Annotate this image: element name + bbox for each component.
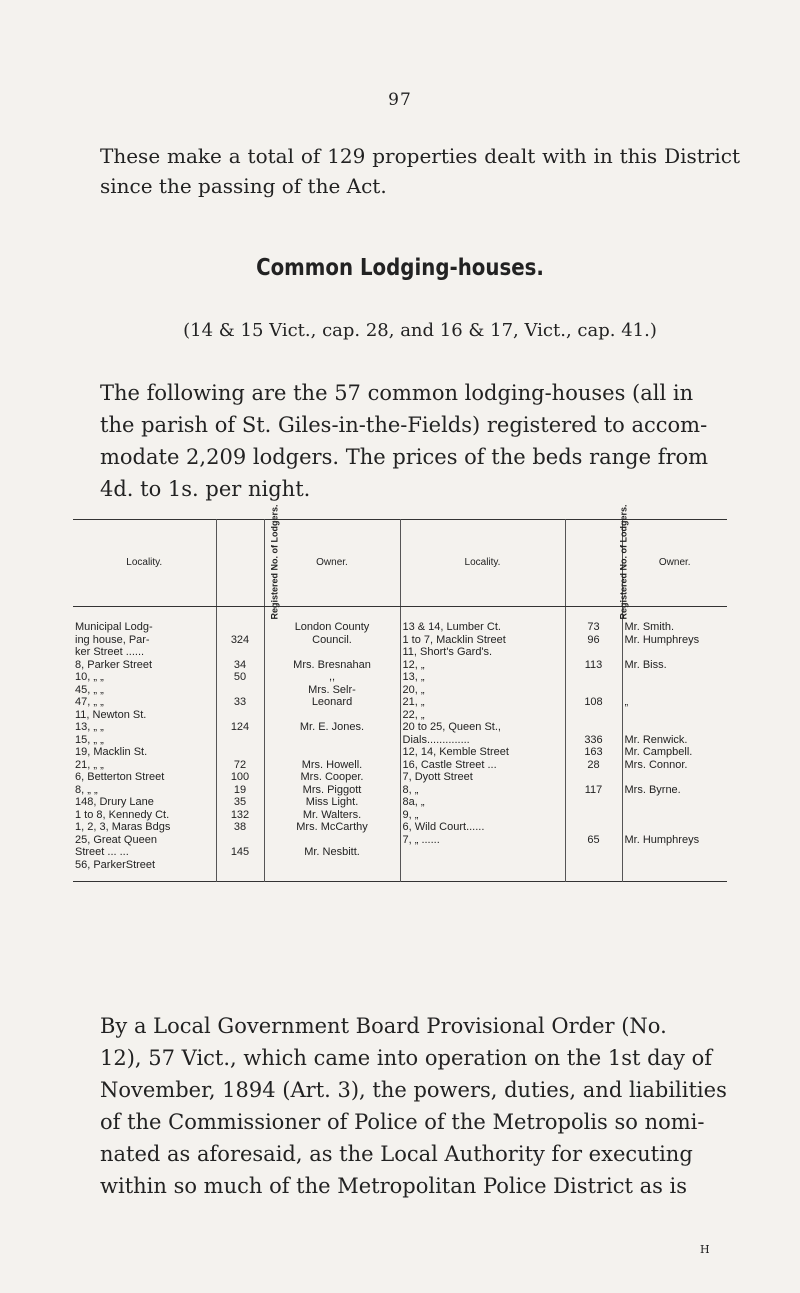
table-cell: Mr. Biss. [624,658,667,671]
table-cell: 13 & 14, Lumber Ct. [402,621,501,633]
table-cell: 19 [233,783,247,796]
locality-header-right: Locality. [400,520,565,607]
provisional-order-paragraph [100,1010,740,1202]
table-cell [625,709,726,722]
table-cell: ing house, Par- [75,633,150,646]
statute-reference: (14 & 15 Vict., cap. 28, and 16 & 17, Vict., cap. 41.) [183,320,657,341]
table-cell [625,796,726,809]
table-cell [403,859,563,872]
table-cell: Mr. Campbell. [624,746,693,758]
right-locality-column [400,607,565,882]
table-cell: Mr. Renwick. [624,733,688,746]
table-cell [219,621,262,634]
table-cell: 9, „ [402,808,419,821]
locality-header: Locality. [73,520,216,607]
table-cell: Municipal Lodg- [75,621,153,633]
table-cell: 8a, „ [402,796,425,808]
table-cell: 34 [233,658,247,671]
paragraph-line: 12), 57 Vict., which came into operation on the 1st day of [100,1046,713,1070]
table-cell [625,821,726,834]
table-cell: Leonard [311,696,353,708]
table-cell [568,796,620,809]
table-cell: 50 [233,671,247,683]
table-cell: 6, Betterton Street [75,771,165,783]
table-cell: 145 [230,846,250,858]
table-cell: 12, „ [402,658,425,671]
table-cell [625,846,726,859]
table-cell: 72 [233,758,247,771]
table-cell: 15, „ „ [75,733,104,746]
table-cell: Mr. Nesbitt. [304,846,360,858]
table-cell [219,734,262,747]
table-cell: 16, Castle Street ... [402,758,497,771]
table-cell [568,846,620,859]
right-registered-column [565,607,622,882]
section-heading: Common Lodging-houses. [256,255,544,281]
table-cell [568,859,620,872]
table-cell: 47, „ „ [75,696,104,708]
table-cell: 13, „ „ [75,721,104,733]
table-cell [267,734,398,747]
table-cell [625,646,726,659]
right-owner-column [622,607,727,882]
table-cell: Dials.............. [402,733,470,746]
registered-header: Registered No. of Lodgers. [216,520,264,607]
table-cell: 19, Macklin St. [75,746,148,758]
table-cell: Mrs. Byrne. [624,783,681,796]
table-cell [219,684,262,697]
table-cell: 336 [584,733,603,746]
paragraph-line: The following are the 57 common lodging-houses (all in [100,381,694,405]
table-cell [568,771,620,784]
table-cell: 1, 2, 3, Maras Bdgs [75,821,171,833]
table-cell: Mrs. Connor. [624,758,688,771]
table-cell [625,671,726,684]
paragraph-line: By a Local Government Board Provisional Order (No. [100,1014,667,1038]
table-cell: 11, Short's Gard's. [402,646,493,658]
table-cell: 38 [233,821,247,833]
table-cell [625,859,726,872]
table-cell [219,834,262,847]
table-cell [267,646,398,659]
owner-header-right: Owner. [622,520,727,607]
left-locality-column [73,607,216,882]
table-cell [625,809,726,822]
table-cell: Mrs. Bresnahan [293,658,371,671]
lodging-houses-table [73,504,727,882]
signature-mark: H [700,1243,710,1256]
table-cell: Mr. Walters. [302,808,362,821]
table-cell: 100 [230,771,250,783]
table-cell [568,821,620,834]
page-number: 97 [388,90,412,110]
table-cell [403,846,563,859]
table-cell [625,684,726,697]
table-cell: 7, Dyott Street [402,771,473,783]
table-cell: 113 [584,658,603,671]
paragraph-line: within so much of the Metropolitan Police District as is [100,1174,688,1198]
table-cell [625,721,726,734]
table-cell: 73 [587,621,600,633]
table-cell [219,859,262,872]
left-registered-column [216,607,264,882]
registered-header-right: Registered No. of Lodgers. [565,520,622,607]
table-cell: 124 [230,721,250,733]
paragraph-line: modate 2,209 lodgers. The prices of the beds range from [100,445,709,469]
table-cell: Mrs. Cooper. [300,771,364,783]
table-cell: ker Street ...... [75,646,145,658]
table-cell: Street ... ... [75,846,129,858]
table-cell: Mr. Humphreys [624,833,700,846]
table-cell: 22, „ [402,708,425,721]
table-cell [568,721,620,734]
intro-paragraph: These make a total of 129 properties dealt with in this District since the passing of the Act. [100,144,740,198]
table-cell: 12, 14, Kemble Street [402,746,509,758]
table-cell [568,709,620,722]
table-cell: 96 [587,633,600,646]
left-owner-column [264,607,400,882]
table-cell: Council. [312,633,352,646]
table-cell [625,771,726,784]
table-cell: 117 [584,783,603,796]
table-cell: Mrs. Selr- [308,683,356,696]
table-cell [568,809,620,822]
table-cell: Mrs. McCarthy [296,821,368,833]
table-cell: 8, Parker Street [75,658,153,671]
table-cell: 35 [233,796,247,808]
table-cell: Mr. Humphreys [624,633,700,646]
table-cell: 163 [584,746,603,758]
table-cell: 20 to 25, Queen St., [402,721,501,733]
table-cell [568,646,620,659]
paragraph-line: 4d. to 1s. per night. [100,477,311,501]
table-cell [267,746,398,759]
paragraph-line: nated as aforesaid, as the Local Authority for executing [100,1142,693,1166]
table-cell [568,671,620,684]
paragraph-line: of the Commissioner of Police of the Metropolis so nomi- [100,1110,705,1134]
table-cell: 25, Great Queen [75,833,157,846]
table-cell: ,, [328,671,336,683]
table-cell: Mrs. Piggott [302,783,362,796]
table-cell: 132 [230,808,250,821]
table-cell: Mrs. Howell. [301,758,363,771]
table-cell: 1 to 7, Macklin Street [402,633,506,646]
table-cell: 33 [233,696,247,708]
table-cell [267,859,398,872]
table-cell: London County [294,621,370,633]
table-cell: 8, „ [402,783,419,796]
table-cell [219,646,262,659]
table-cell: 21, „ „ [75,758,104,771]
table-cell [219,709,262,722]
table-cell: Mr. Smith. [624,621,675,633]
table-cell: 324 [230,633,250,646]
table-cell: Mr. E. Jones. [299,721,365,733]
table-cell [568,684,620,697]
table-cell: 1 to 8, Kennedy Ct. [75,808,170,821]
table-cell: „ [624,696,629,708]
table-cell [219,746,262,759]
table-cell: 108 [584,696,603,708]
table-cell: 7, „ ...... [402,833,440,846]
lodging-houses-paragraph [100,377,740,505]
table-cell: 11, Newton St. [75,708,147,721]
table-cell: 10, „ „ [75,671,104,683]
table-cell: 6, Wild Court...... [402,821,485,833]
table-cell: 21, „ [402,696,425,708]
table-cell: 20, „ [402,683,425,696]
paragraph-line: November, 1894 (Art. 3), the powers, duties, and liabilities [100,1078,727,1102]
owner-header: Owner. [264,520,400,607]
table-cell: 45, „ „ [75,683,104,696]
table-cell: 56, ParkerStreet [75,858,156,871]
table-cell: Miss Light. [305,796,359,808]
table-cell: 148, Drury Lane [75,796,154,808]
table-cell [267,709,398,722]
paragraph-line: the parish of St. Giles-in-the-Fields) registered to accom- [100,413,708,437]
table-cell [267,834,398,847]
table-cell: 13, „ [402,671,425,683]
table-cell: 28 [587,758,600,771]
table-cell: 8, „ „ [75,783,98,796]
table-cell: 65 [587,833,600,846]
